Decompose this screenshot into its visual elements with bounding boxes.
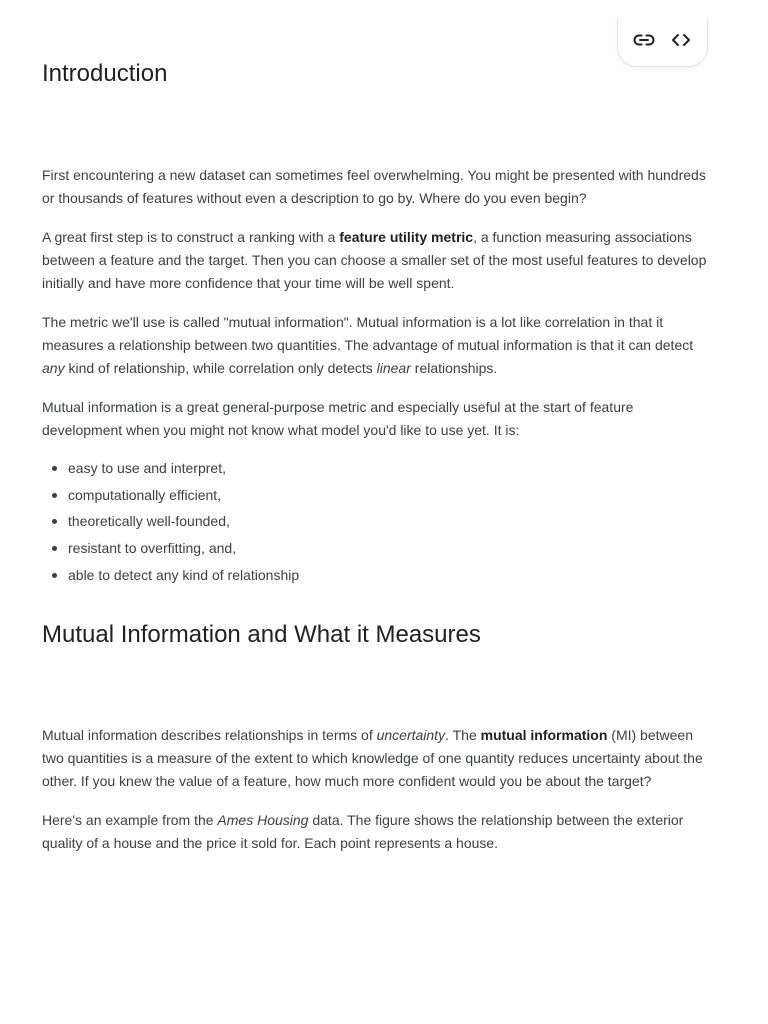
list-item: able to detect any kind of relationship [68, 564, 299, 591]
text-run: , a function measuring associations between a feature and the target. Then you can choose a smaller set of the most useful features to develop initially and have more confidence that your time will be well spent. [42, 229, 707, 291]
text-run: The metric we'll use is called "mutual information". Mutual information is a lot like correlation in that it measures a relationship between two quantities. The advantage of mutual information is that it can detect [42, 314, 694, 353]
mutual-information-heading: Mutual Information and What it Measures [42, 621, 481, 648]
text-run: Here's an example from the [42, 812, 218, 828]
text-run: . The [445, 727, 481, 743]
text-run: kind of relationship, while correlation only detects [64, 360, 377, 376]
intro-paragraph-3 [42, 311, 714, 380]
text-run: data. The figure shows the relationship between the exterior quality of a house and the price it sold for. Each point represents a house. [42, 812, 684, 851]
code-icon [670, 33, 692, 47]
italic-term-any: any [42, 360, 65, 376]
intro-paragraph-1: First encountering a new dataset can sometimes feel overwhelming. You might be presented with hundreds or thousands of features without even a description to go by. Where do you even begin? [42, 167, 706, 206]
notebook-toolbar [617, 18, 708, 67]
introduction-heading: Introduction [42, 60, 168, 87]
show-code-button[interactable] [666, 25, 696, 55]
text-run: Mutual information describes relationships in terms of [42, 727, 377, 743]
italic-term-uncertainty: uncertainty [376, 727, 446, 743]
list-item: theoretically well-founded, [68, 510, 299, 537]
bold-term-mutual-information: mutual information [480, 727, 608, 743]
mi-paragraph-2 [42, 809, 714, 855]
mi-paragraph-1 [42, 724, 714, 793]
text-run: (MI) between two quantities is a measure of the extent to which knowledge of one quantity reduces uncertainty about the other. If you knew the value of a feature, how much more confident would you be about the target? [42, 727, 703, 789]
text-run: relationships. [410, 360, 498, 376]
list-item: resistant to overfitting, and, [68, 537, 299, 564]
mi-benefits-list [42, 457, 299, 590]
intro-paragraph-2 [42, 226, 714, 295]
list-item: easy to use and interpret, [68, 457, 299, 484]
intro-paragraph-4: Mutual information is a great general-purpose metric and especially useful at the start of feature development when you might not know what model you'd like to use yet. It is: [42, 399, 634, 438]
link-icon [633, 33, 655, 47]
italic-term-linear: linear [376, 360, 411, 376]
italic-term-ames-housing: Ames Housing [217, 812, 309, 828]
bold-term-feature-utility-metric: feature utility metric [339, 229, 474, 245]
copy-link-button[interactable] [629, 25, 659, 55]
list-item: computationally efficient, [68, 484, 299, 511]
text-run: A great first step is to construct a ranking with a [42, 229, 340, 245]
